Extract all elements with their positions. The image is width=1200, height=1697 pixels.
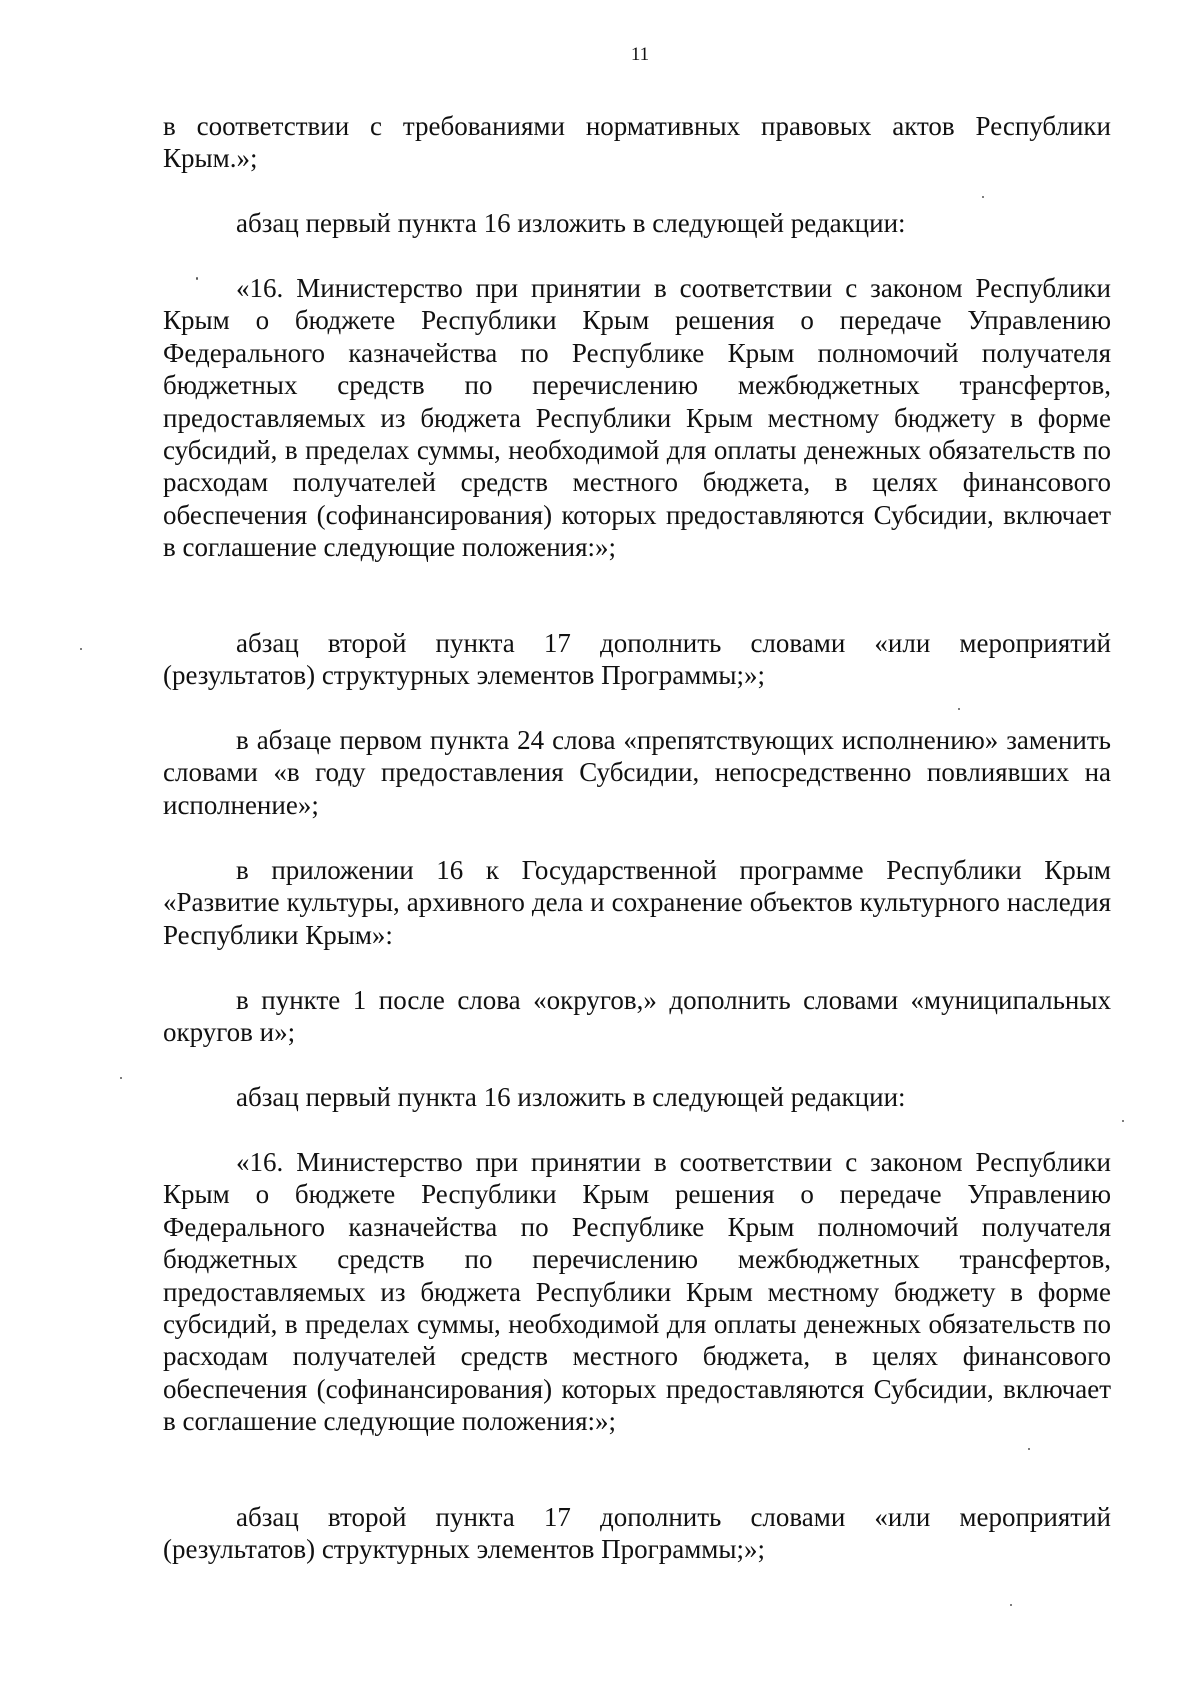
paragraph-point-16-text: «16. Министерство при принятии в соответствии с законом Республики Крым о бюджете Республики Крым решения о передаче Управлению Федерального казначейства по Республике Крым полномочий получателя бюджетных средств по перечислению межбюджетных трансфертов, предоставляемых из бюджета Республики Крым местному бюджету в форме субсидий, в пределах суммы, необходимой для оплаты денежных обязательств по расходам получателей средств местного бюджета, в целях финансового обеспечения (софинансирования) которых предоставляются Субсидии, включает в соглашение следующие положения:»; xyxy=(163,273,1111,563)
scan-speck xyxy=(120,1077,122,1079)
paragraph-amend-point-16-heading: абзац первый пункта 16 изложить в следующей редакции: xyxy=(236,208,906,238)
paragraph-amend-point-16-heading-2: абзац первый пункта 16 изложить в следующей редакции: xyxy=(236,1082,906,1112)
paragraph-amend-point-24: в абзаце первом пункта 24 слова «препятствующих исполнению» заменить словами «в году предоставления Субсидии, непосредственно повлиявших на исполнение»; xyxy=(163,725,1111,820)
scan-speck xyxy=(196,277,198,280)
scan-speck xyxy=(80,648,82,650)
paragraph-amend-point-17: абзац второй пункта 17 дополнить словами «или мероприятий (результатов) структурных элементов Программы;»; xyxy=(163,628,1111,691)
scan-speck xyxy=(1010,1604,1012,1606)
paragraph-appendix-16: в приложении 16 к Государственной программе Республики Крым «Развитие культуры, архивного дела и сохранение объектов культурного наследия Республики Крым»: xyxy=(163,855,1111,950)
page-number: 11 xyxy=(630,44,650,65)
scan-speck xyxy=(958,708,960,710)
scan-speck xyxy=(1028,1448,1030,1450)
paragraph-amend-point-1: в пункте 1 после слова «округов,» дополнить словами «муниципальных округов и»; xyxy=(163,985,1111,1048)
paragraph-point-16-text-2: «16. Министерство при принятии в соответствии с законом Республики Крым о бюджете Республики Крым решения о передаче Управлению Федерального казначейства по Республике Крым полномочий получателя бюджетных средств по перечислению межбюджетных трансфертов, предоставляемых из бюджета Республики Крым местному бюджету в форме субсидий, в пределах суммы, необходимой для оплаты денежных обязательств по расходам получателей средств местного бюджета, в целях финансового обеспечения (софинансирования) которых предоставляются Субсидии, включает в соглашение следующие положения:»; xyxy=(163,1147,1111,1437)
scan-speck xyxy=(982,196,984,198)
paragraph-continuation: в соответствии с требованиями нормативных правовых актов Республики Крым.»; xyxy=(163,111,1111,174)
paragraph-amend-point-17-2: абзац второй пункта 17 дополнить словами «или мероприятий (результатов) структурных элементов Программы;»; xyxy=(163,1502,1111,1565)
scan-speck xyxy=(1122,1120,1124,1122)
